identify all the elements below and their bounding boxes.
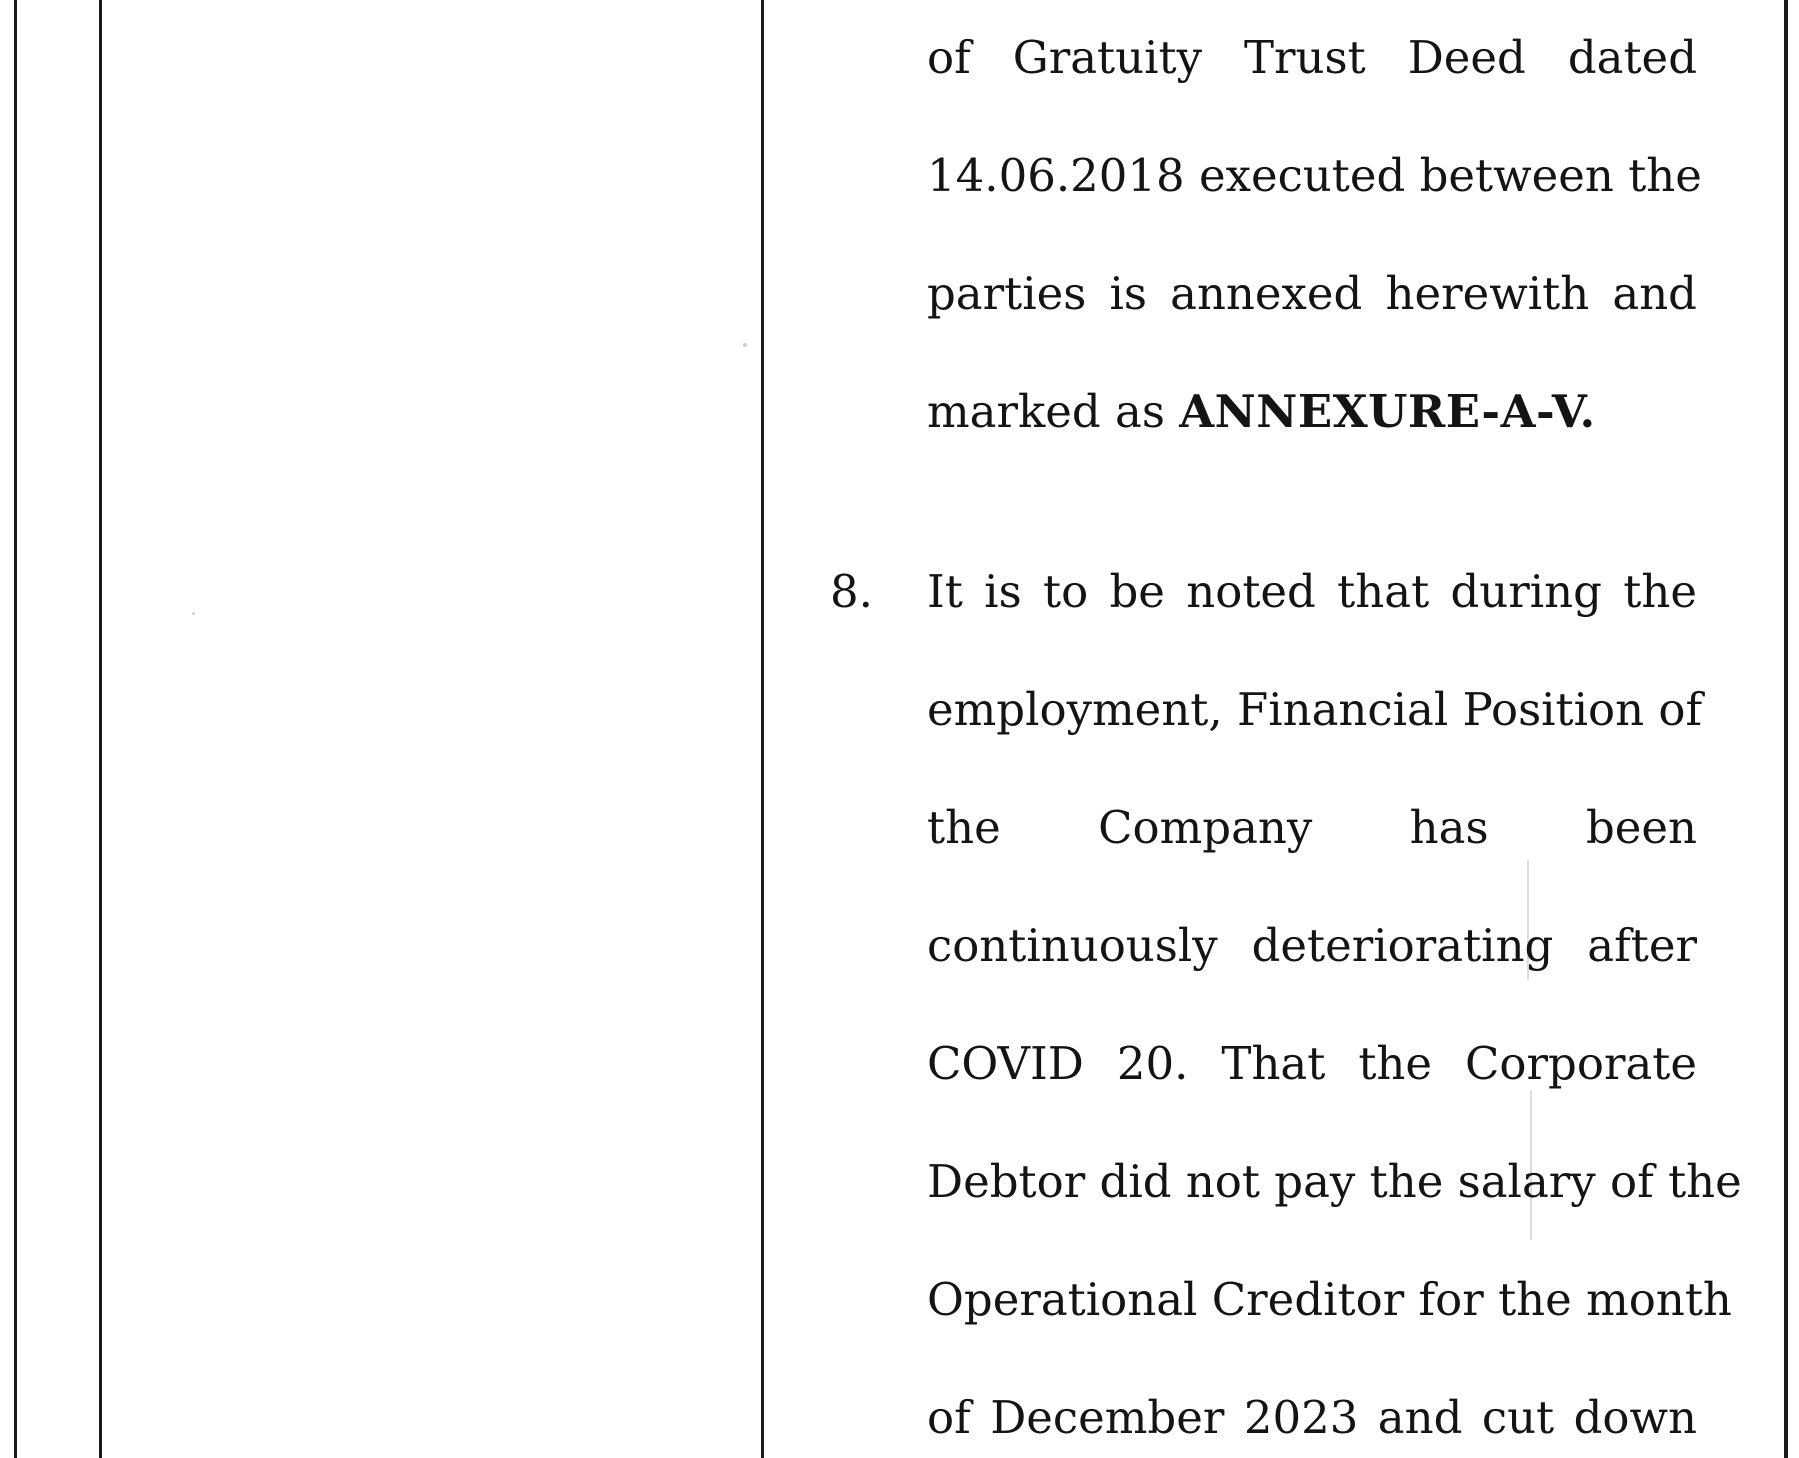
annexure-prefix: marked as bbox=[927, 385, 1180, 438]
table-right-border bbox=[1784, 0, 1788, 1458]
paragraph-line: employment, Financial Position of bbox=[927, 683, 1703, 736]
paragraph-line: 14.06.2018 executed between the bbox=[927, 149, 1702, 202]
annexure-label: ANNEXURE-A-V bbox=[1179, 385, 1580, 438]
paragraph-line-annexure bbox=[927, 382, 1697, 442]
scan-speck bbox=[192, 612, 195, 615]
paragraph-line: Debtor did not pay the salary of the bbox=[927, 1155, 1742, 1208]
paragraph-line: parties is annexed herewith and bbox=[927, 267, 1697, 320]
paragraph-line: continuously deteriorating after bbox=[927, 919, 1697, 972]
paragraph-line: of December 2023 and cut down bbox=[927, 1391, 1697, 1444]
scan-speck bbox=[743, 343, 747, 347]
table-left-border bbox=[14, 0, 17, 1458]
paragraph-line: of Gratuity Trust Deed dated bbox=[927, 31, 1697, 84]
paragraph-line: the Company has been bbox=[927, 801, 1697, 854]
paragraph-line: It is to be noted that during the bbox=[927, 565, 1697, 618]
table-column-divider-2 bbox=[761, 0, 764, 1458]
table-column-divider-1 bbox=[99, 0, 102, 1458]
paragraph-line: Operational Creditor for the month bbox=[927, 1273, 1732, 1326]
item-number: 8. bbox=[830, 565, 873, 618]
annexure-period: . bbox=[1579, 385, 1596, 438]
paragraph-line: COVID 20. That the Corporate bbox=[927, 1037, 1697, 1090]
